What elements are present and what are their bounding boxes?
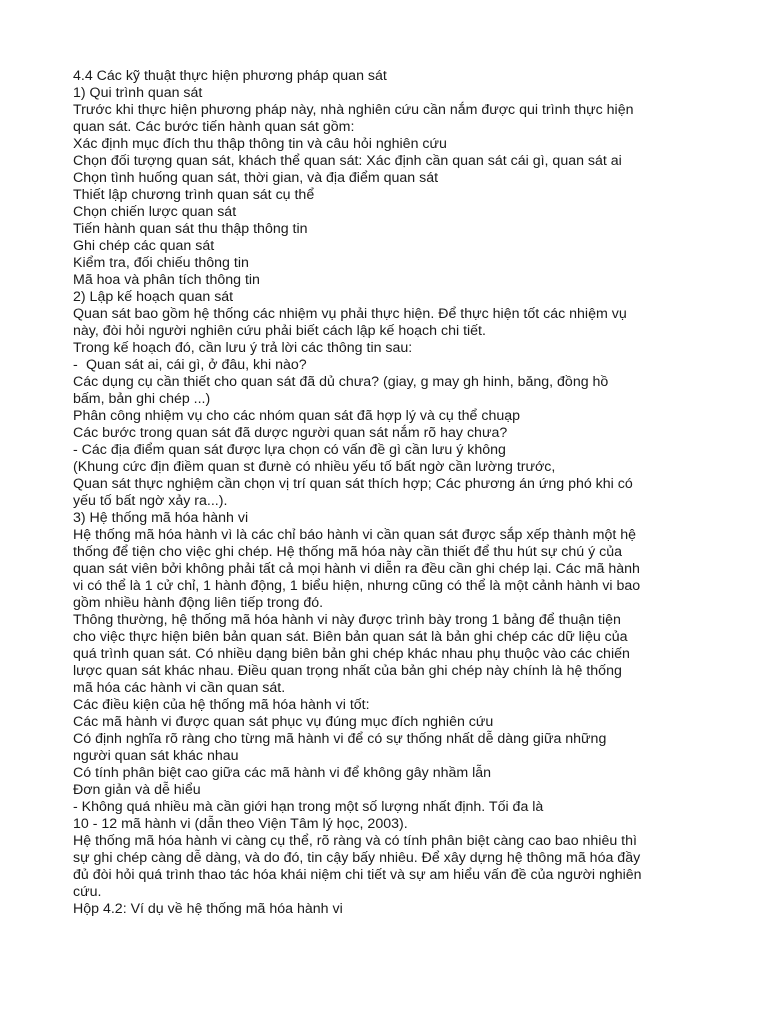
text-line: cứu. [73, 884, 102, 900]
text-line: gồm nhiều hành động liên tiếp trong đó. [73, 595, 324, 611]
text-line: Các dụng cụ cần thiết cho quan sát đã dủ chưa? (giay, g may gh hinh, băng, đồng hồ [73, 374, 609, 390]
text-line: 10 - 12 mã hành vi (dẫn theo Viện Tâm lý học, 2003). [73, 816, 408, 832]
text-line: mã hóa các hành vi cần quan sát. [73, 680, 286, 696]
text-line: - Không quá nhiều mà cần giới hạn trong một số lượng nhất định. Tối đa là [73, 799, 544, 815]
text-line: này, đòi hỏi người nghiên cứu phải biết cách lập kế hoạch chi tiết. [73, 323, 486, 339]
text-line: người quan sát khác nhau [73, 748, 239, 764]
text-line: Có định nghĩa rõ ràng cho từng mã hành vi để có sự thống nhất dễ dàng giữa những [73, 731, 607, 747]
text-line: quan sát. Các bước tiến hành quan sát gồm: [73, 119, 355, 135]
text-line: bấm, bản ghi chép ...) [73, 391, 211, 407]
text-line: 3) Hệ thống mã hóa hành vi [73, 510, 249, 526]
text-line: quan sát viên bởi không phải tất cả mọi hành vi diễn ra đều cần ghi chép lại. Các mã hành [73, 561, 640, 577]
bullet-dash: - [73, 357, 78, 373]
bullet-text: Quan sát ai, cái gì, ở đâu, khi nào? [86, 357, 307, 373]
text-line: Xác định mục đích thu thập thông tin và câu hỏi nghiên cứu [73, 136, 447, 152]
text-line: 1) Qui trình quan sát [73, 85, 203, 101]
text-line: (Khung cức địn điềm quan st đưnè có nhiều yếu tố bất ngờ cần lường trước, [73, 459, 556, 475]
text-line: Hệ thống mã hóa hành vi càng cụ thể, rõ ràng và có tính phân biệt càng cao bao nhiêu thì [73, 833, 637, 849]
text-line: Phân công nhiệm vụ cho các nhóm quan sát đã hợp lý và cụ thể chuạp [73, 408, 521, 424]
text-line: Thông thường, hệ thống mã hóa hành vi này được trình bày trong 1 bảng để thuận tiện [73, 612, 621, 628]
text-line: quá trình quan sát. Có nhiều dạng biên bản ghi chép khác nhau phụ thuộc vào các chiến [73, 646, 630, 662]
text-line: Đơn giản và dễ hiểu [73, 782, 201, 798]
text-line: Tiến hành quan sát thu thập thông tin [73, 221, 308, 237]
text-line: Quan sát thực nghiệm cần chọn vị trí quan sát thích hợp; Các phương án ứng phó khi có [73, 476, 633, 492]
text-line: thống để tiện cho việc ghi chép. Hệ thống mã hóa này cần thiết để thu hút sự chú ý của [73, 544, 622, 560]
text-line: Ghi chép các quan sát [73, 238, 215, 254]
bullet-line [73, 357, 713, 374]
text-line: Chọn đối tượng quan sát, khách thể quan sát: Xác định cần quan sát cái gì, quan sát ai [73, 153, 622, 169]
document-page [73, 68, 713, 918]
text-line: cho việc thực hiện biên bản quan sát. Biên bản quan sát là bản ghi chép các dữ liệu của [73, 629, 628, 645]
text-line: Quan sát bao gồm hệ thống các nhiệm vụ phải thực hiện. Để thực hiện tốt các nhiệm vụ [73, 306, 627, 322]
text-line: Thiết lập chương trình quan sát cụ thể [73, 187, 315, 203]
text-line: - Các địa điểm quan sát được lựa chọn có vấn đề gì cần lưu ý không [73, 442, 506, 458]
text-line: 4.4 Các kỹ thuật thực hiện phương pháp quan sát [73, 68, 387, 84]
text-line: đủ đòi hỏi quá trình thao tác hóa khái niệm chi tiết và sự am hiểu vấn đề của người nghiên [73, 867, 642, 883]
text-line: Các điều kiện của hệ thống mã hóa hành vi tốt: [73, 697, 370, 713]
text-line: vi có thể là 1 cử chỉ, 1 hành động, 1 biểu hiện, nhưng cũng có thể là một cảnh hành vi bao [73, 578, 641, 594]
text-line: lược quan sát khác nhau. Điều quan trọng nhất của bản ghi chép này chính là hệ thống [73, 663, 622, 679]
text-line: yếu tố bất ngờ xảy ra...). [73, 493, 228, 509]
text-line: Trước khi thực hiện phương pháp này, nhà nghiên cứu cần nắm được qui trình thực hiện [73, 102, 634, 118]
text-line: Các bước trong quan sát đã dược người quan sát nắm rõ hay chưa? [73, 425, 508, 441]
text-line: 2) Lập kế hoạch quan sát [73, 289, 234, 305]
text-line: Chọn tình huống quan sát, thời gian, và địa điểm quan sát [73, 170, 439, 186]
text-line: Hệ thống mã hóa hành vì là các chỉ báo hành vi cần quan sát được sắp xếp thành một hệ [73, 527, 637, 543]
text-line: Trong kế hoạch đó, cần lưu ý trả lời các thông tin sau: [73, 340, 413, 356]
text-line: Kiểm tra, đối chiếu thông tin [73, 255, 249, 271]
text-line: Có tính phân biệt cao giữa các mã hành vi để không gây nhầm lẫn [73, 765, 492, 781]
text-line: Hộp 4.2: Ví dụ về hệ thống mã hóa hành vi [73, 901, 343, 917]
text-line: Các mã hành vi được quan sát phục vụ đúng mục đích nghiên cứu [73, 714, 494, 730]
text-line: Mã hoa và phân tích thông tin [73, 272, 260, 288]
text-line: sự ghi chép càng dễ dàng, và do đó, tin cậy bấy nhiêu. Để xây dựng hệ thông mã hóa đầy [73, 850, 641, 866]
text-line: Chọn chiến lược quan sát [73, 204, 237, 220]
